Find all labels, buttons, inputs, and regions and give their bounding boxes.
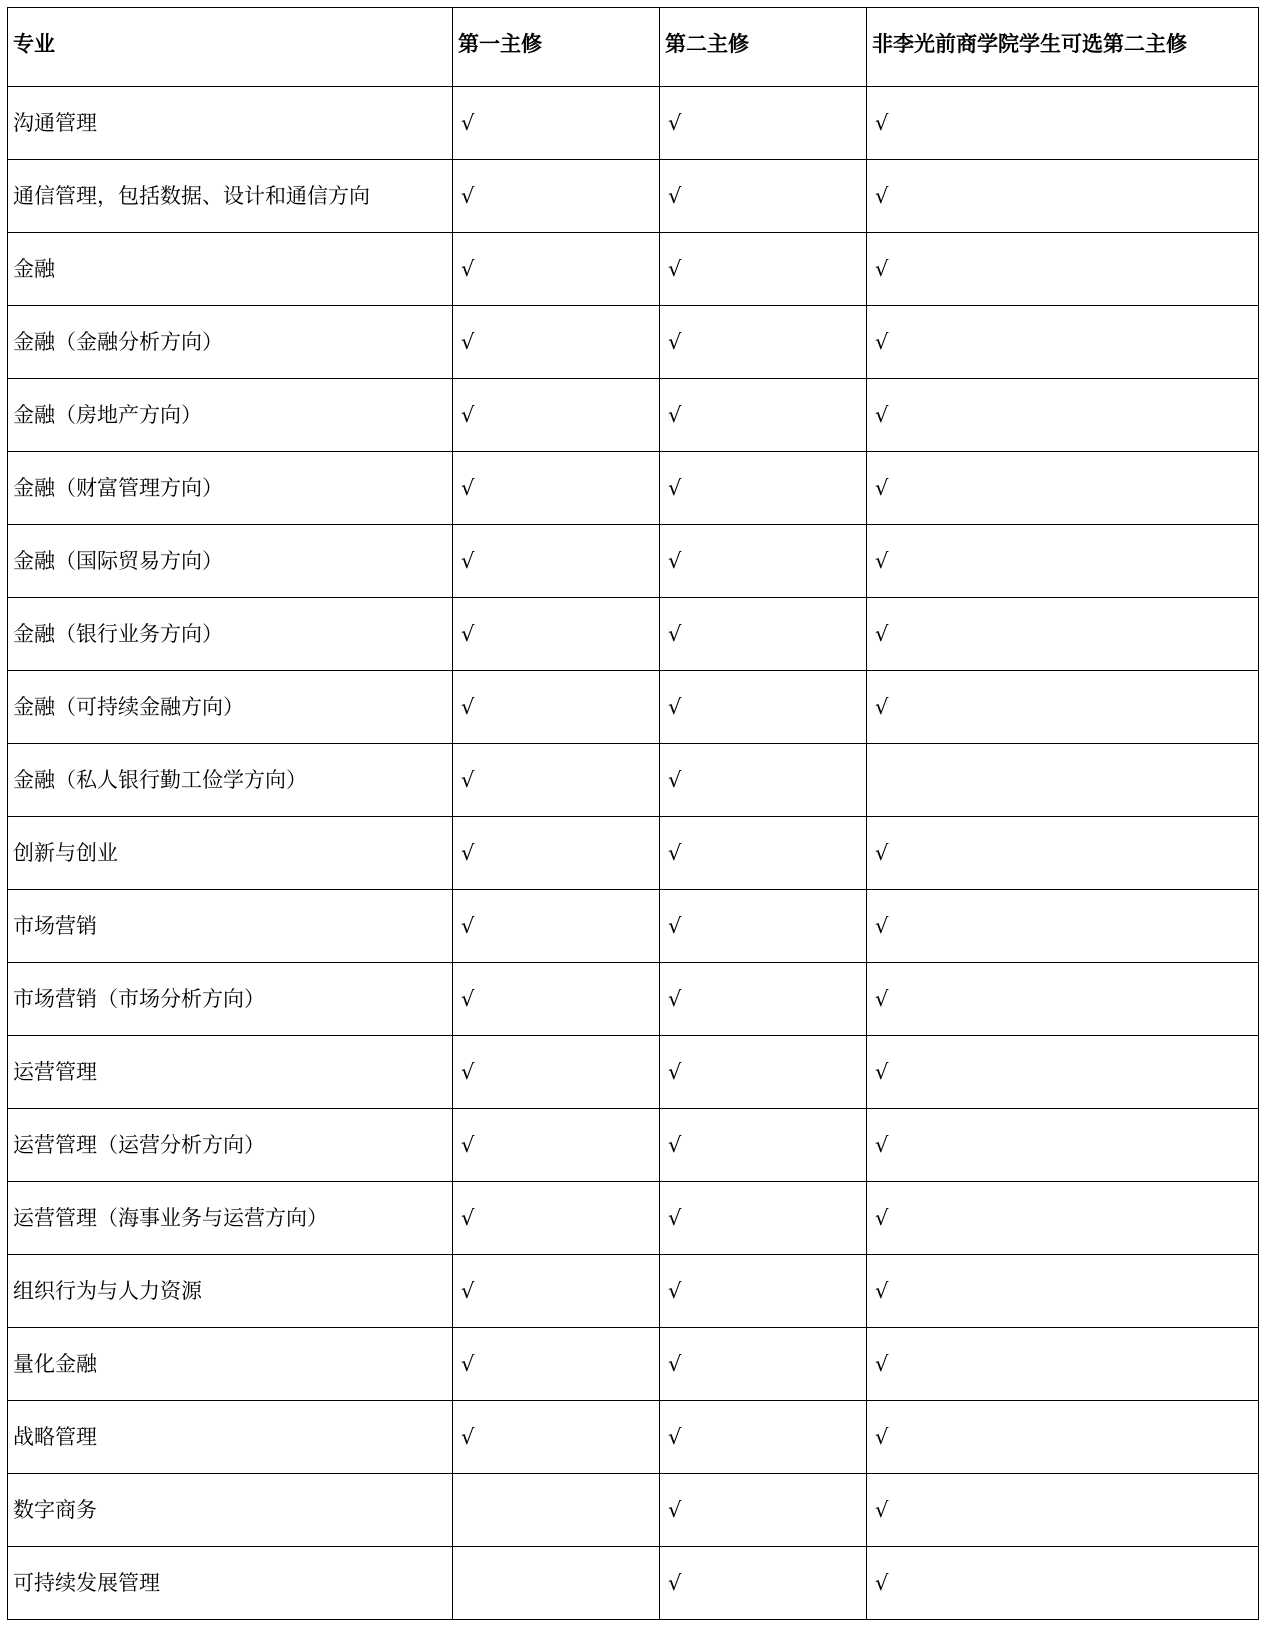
table-row bbox=[8, 1474, 1259, 1547]
table-row bbox=[8, 744, 1259, 817]
first-major-cell bbox=[453, 1109, 660, 1182]
check-mark: √ bbox=[668, 548, 682, 573]
second-major-cell bbox=[660, 744, 867, 817]
second-major-cell bbox=[660, 671, 867, 744]
check-mark: √ bbox=[461, 767, 475, 792]
check-mark: √ bbox=[875, 1497, 889, 1522]
check-mark: √ bbox=[461, 913, 475, 938]
first-major-cell bbox=[453, 1547, 660, 1620]
check-mark: √ bbox=[461, 1424, 475, 1449]
check-mark: √ bbox=[875, 548, 889, 573]
first-major-cell bbox=[453, 1474, 660, 1547]
table-body bbox=[8, 87, 1259, 1620]
second-major-cell bbox=[660, 598, 867, 671]
check-mark: √ bbox=[875, 110, 889, 135]
non-lkc-second-major-cell bbox=[867, 817, 1259, 890]
second-major-cell bbox=[660, 1547, 867, 1620]
check-mark: √ bbox=[875, 621, 889, 646]
check-mark: √ bbox=[875, 1570, 889, 1595]
check-mark: √ bbox=[668, 402, 682, 427]
first-major-cell bbox=[453, 525, 660, 598]
check-mark: √ bbox=[668, 183, 682, 208]
check-mark: √ bbox=[875, 840, 889, 865]
check-mark: √ bbox=[461, 256, 475, 281]
major-name-cell: 金融（私人银行勤工俭学方向） bbox=[8, 744, 453, 817]
check-mark: √ bbox=[668, 475, 682, 500]
second-major-cell bbox=[660, 87, 867, 160]
table-row bbox=[8, 306, 1259, 379]
major-name-cell: 金融 bbox=[8, 233, 453, 306]
table-row bbox=[8, 160, 1259, 233]
major-name-cell: 组织行为与人力资源 bbox=[8, 1255, 453, 1328]
non-lkc-second-major-cell bbox=[867, 233, 1259, 306]
first-major-cell bbox=[453, 744, 660, 817]
first-major-cell bbox=[453, 1036, 660, 1109]
major-name-cell: 市场营销 bbox=[8, 890, 453, 963]
non-lkc-second-major-cell bbox=[867, 1182, 1259, 1255]
table-row bbox=[8, 1401, 1259, 1474]
first-major-cell bbox=[453, 379, 660, 452]
check-mark: √ bbox=[668, 986, 682, 1011]
table-row bbox=[8, 379, 1259, 452]
non-lkc-second-major-cell bbox=[867, 671, 1259, 744]
second-major-cell bbox=[660, 890, 867, 963]
non-lkc-second-major-cell bbox=[867, 1109, 1259, 1182]
first-major-cell bbox=[453, 817, 660, 890]
first-major-cell bbox=[453, 87, 660, 160]
non-lkc-second-major-cell bbox=[867, 379, 1259, 452]
major-name-cell: 金融（房地产方向） bbox=[8, 379, 453, 452]
check-mark: √ bbox=[461, 694, 475, 719]
check-mark: √ bbox=[875, 986, 889, 1011]
check-mark: √ bbox=[461, 621, 475, 646]
check-mark: √ bbox=[875, 1205, 889, 1230]
table-row bbox=[8, 87, 1259, 160]
non-lkc-second-major-cell bbox=[867, 1255, 1259, 1328]
non-lkc-second-major-cell bbox=[867, 87, 1259, 160]
major-name-cell: 金融（可持续金融方向） bbox=[8, 671, 453, 744]
check-mark: √ bbox=[668, 840, 682, 865]
table-row bbox=[8, 525, 1259, 598]
check-mark: √ bbox=[668, 110, 682, 135]
check-mark: √ bbox=[875, 694, 889, 719]
non-lkc-second-major-cell bbox=[867, 306, 1259, 379]
first-major-cell bbox=[453, 598, 660, 671]
check-mark: √ bbox=[461, 329, 475, 354]
check-mark: √ bbox=[461, 183, 475, 208]
check-mark: √ bbox=[461, 475, 475, 500]
header-row bbox=[8, 8, 1259, 87]
first-major-cell bbox=[453, 671, 660, 744]
table-row bbox=[8, 1255, 1259, 1328]
check-mark: √ bbox=[461, 1059, 475, 1084]
check-mark: √ bbox=[668, 1351, 682, 1376]
non-lkc-second-major-cell bbox=[867, 963, 1259, 1036]
table-row bbox=[8, 817, 1259, 890]
first-major-cell bbox=[453, 1328, 660, 1401]
check-mark: √ bbox=[875, 1059, 889, 1084]
check-mark: √ bbox=[461, 840, 475, 865]
header-non-lkc-second-major: 非李光前商学院学生可选第二主修 bbox=[867, 8, 1259, 87]
non-lkc-second-major-cell bbox=[867, 598, 1259, 671]
non-lkc-second-major-cell bbox=[867, 1401, 1259, 1474]
major-name-cell: 金融（银行业务方向） bbox=[8, 598, 453, 671]
first-major-cell bbox=[453, 1401, 660, 1474]
check-mark: √ bbox=[461, 1132, 475, 1157]
check-mark: √ bbox=[461, 402, 475, 427]
non-lkc-second-major-cell bbox=[867, 160, 1259, 233]
table-row bbox=[8, 671, 1259, 744]
check-mark: √ bbox=[668, 694, 682, 719]
check-mark: √ bbox=[668, 329, 682, 354]
second-major-cell bbox=[660, 963, 867, 1036]
majors-table bbox=[7, 7, 1259, 1620]
major-name-cell: 金融（国际贸易方向） bbox=[8, 525, 453, 598]
second-major-cell bbox=[660, 1109, 867, 1182]
check-mark: √ bbox=[875, 329, 889, 354]
header-major: 专业 bbox=[8, 8, 453, 87]
second-major-cell bbox=[660, 817, 867, 890]
check-mark: √ bbox=[668, 1570, 682, 1595]
first-major-cell bbox=[453, 890, 660, 963]
check-mark: √ bbox=[875, 1424, 889, 1449]
second-major-cell bbox=[660, 233, 867, 306]
table-row bbox=[8, 1547, 1259, 1620]
major-name-cell: 市场营销（市场分析方向） bbox=[8, 963, 453, 1036]
first-major-cell bbox=[453, 963, 660, 1036]
first-major-cell bbox=[453, 306, 660, 379]
second-major-cell bbox=[660, 1474, 867, 1547]
non-lkc-second-major-cell bbox=[867, 1474, 1259, 1547]
first-major-cell bbox=[453, 233, 660, 306]
check-mark: √ bbox=[668, 913, 682, 938]
second-major-cell bbox=[660, 306, 867, 379]
check-mark: √ bbox=[875, 913, 889, 938]
non-lkc-second-major-cell bbox=[867, 890, 1259, 963]
first-major-cell bbox=[453, 160, 660, 233]
major-name-cell: 战略管理 bbox=[8, 1401, 453, 1474]
major-name-cell: 通信管理，包括数据、设计和通信方向 bbox=[8, 160, 453, 233]
check-mark: √ bbox=[875, 475, 889, 500]
second-major-cell bbox=[660, 1255, 867, 1328]
check-mark: √ bbox=[668, 1497, 682, 1522]
table-row bbox=[8, 233, 1259, 306]
non-lkc-second-major-cell bbox=[867, 452, 1259, 525]
header-first-major: 第一主修 bbox=[453, 8, 660, 87]
table-row bbox=[8, 1328, 1259, 1401]
table-row bbox=[8, 598, 1259, 671]
check-mark: √ bbox=[668, 621, 682, 646]
first-major-cell bbox=[453, 1255, 660, 1328]
check-mark: √ bbox=[461, 986, 475, 1011]
major-name-cell: 运营管理 bbox=[8, 1036, 453, 1109]
non-lkc-second-major-cell bbox=[867, 525, 1259, 598]
first-major-cell bbox=[453, 1182, 660, 1255]
check-mark: √ bbox=[875, 1132, 889, 1157]
check-mark: √ bbox=[668, 1424, 682, 1449]
table-header bbox=[8, 8, 1259, 87]
check-mark: √ bbox=[668, 1205, 682, 1230]
second-major-cell bbox=[660, 379, 867, 452]
table-row bbox=[8, 1182, 1259, 1255]
check-mark: √ bbox=[668, 1132, 682, 1157]
major-name-cell: 数字商务 bbox=[8, 1474, 453, 1547]
header-second-major: 第二主修 bbox=[660, 8, 867, 87]
table-row bbox=[8, 1036, 1259, 1109]
check-mark: √ bbox=[668, 1059, 682, 1084]
major-name-cell: 沟通管理 bbox=[8, 87, 453, 160]
major-name-cell: 运营管理（运营分析方向） bbox=[8, 1109, 453, 1182]
non-lkc-second-major-cell bbox=[867, 1328, 1259, 1401]
check-mark: √ bbox=[875, 1351, 889, 1376]
table-row bbox=[8, 1109, 1259, 1182]
check-mark: √ bbox=[875, 256, 889, 281]
first-major-cell bbox=[453, 452, 660, 525]
second-major-cell bbox=[660, 525, 867, 598]
check-mark: √ bbox=[461, 110, 475, 135]
check-mark: √ bbox=[668, 767, 682, 792]
major-name-cell: 量化金融 bbox=[8, 1328, 453, 1401]
non-lkc-second-major-cell bbox=[867, 744, 1259, 817]
check-mark: √ bbox=[461, 1205, 475, 1230]
major-name-cell: 运营管理（海事业务与运营方向） bbox=[8, 1182, 453, 1255]
second-major-cell bbox=[660, 1182, 867, 1255]
second-major-cell bbox=[660, 1401, 867, 1474]
non-lkc-second-major-cell bbox=[867, 1547, 1259, 1620]
major-name-cell: 可持续发展管理 bbox=[8, 1547, 453, 1620]
second-major-cell bbox=[660, 452, 867, 525]
second-major-cell bbox=[660, 160, 867, 233]
check-mark: √ bbox=[461, 1351, 475, 1376]
major-name-cell: 金融（金融分析方向） bbox=[8, 306, 453, 379]
check-mark: √ bbox=[461, 1278, 475, 1303]
check-mark: √ bbox=[875, 1278, 889, 1303]
major-name-cell: 金融（财富管理方向） bbox=[8, 452, 453, 525]
major-name-cell: 创新与创业 bbox=[8, 817, 453, 890]
check-mark: √ bbox=[668, 256, 682, 281]
check-mark: √ bbox=[875, 402, 889, 427]
second-major-cell bbox=[660, 1328, 867, 1401]
check-mark: √ bbox=[875, 183, 889, 208]
check-mark: √ bbox=[668, 1278, 682, 1303]
check-mark: √ bbox=[461, 548, 475, 573]
second-major-cell bbox=[660, 1036, 867, 1109]
non-lkc-second-major-cell bbox=[867, 1036, 1259, 1109]
table-row bbox=[8, 963, 1259, 1036]
table-row bbox=[8, 452, 1259, 525]
table-row bbox=[8, 890, 1259, 963]
